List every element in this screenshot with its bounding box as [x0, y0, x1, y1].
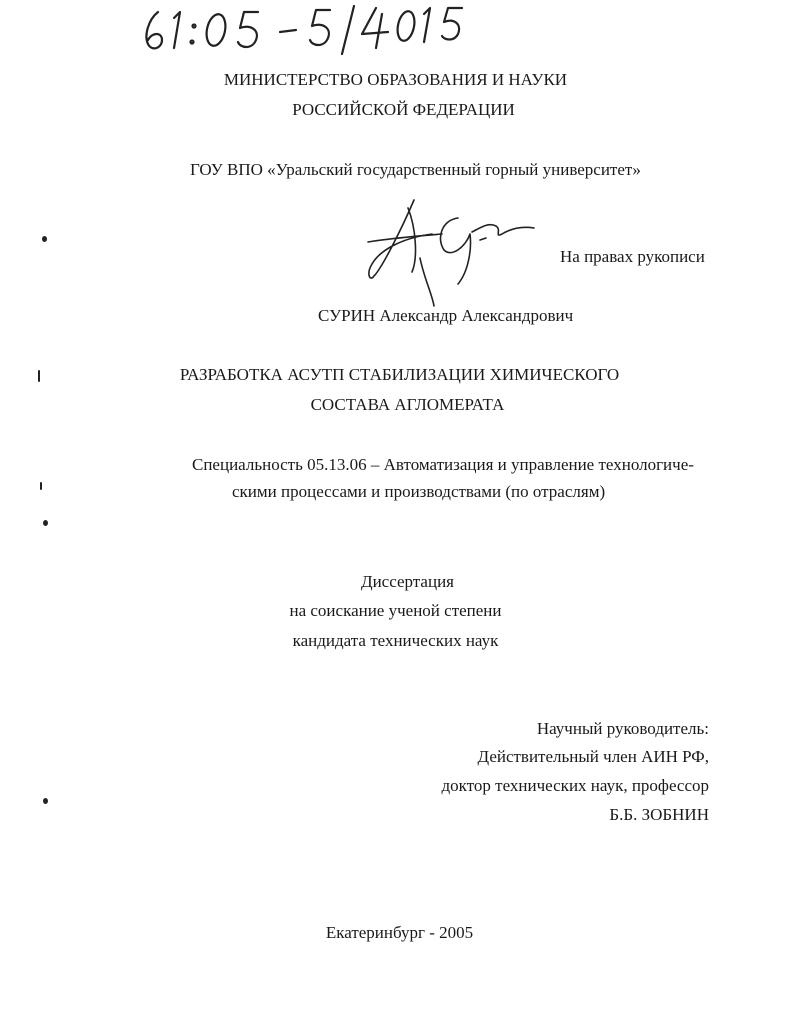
scan-speck	[38, 370, 40, 382]
degree-line-1: на соискание ученой степени	[289, 601, 502, 620]
dissertation-label: Диссертация	[360, 572, 454, 591]
degree-line-2: кандидата технических наук	[292, 631, 499, 650]
ministry-line-1: МИНИСТЕРСТВО ОБРАЗОВАНИЯ И НАУКИ	[223, 70, 568, 89]
advisor-name: Б.Б. ЗОБНИН	[609, 805, 709, 824]
title-line-1: РАЗРАБОТКА АСУТП СТАБИЛИЗАЦИИ ХИМИЧЕСКОГО	[179, 365, 620, 384]
advisor-title-2: доктор технических наук, профессор	[441, 776, 709, 795]
handwritten-archive-code	[140, 0, 480, 60]
scan-speck	[43, 520, 48, 526]
scan-speck	[42, 236, 47, 242]
author-name: СУРИН Александр Александрович	[318, 306, 574, 325]
manuscript-rights: На правах рукописи	[560, 247, 705, 266]
institution-name: ГОУ ВПО «Уральский государственный горный университет»	[190, 160, 641, 179]
signature	[362, 198, 542, 308]
advisor-label: Научный руководитель:	[536, 719, 709, 738]
advisor-title-1: Действительный член АИН РФ,	[477, 747, 709, 766]
place-year: Екатеринбург - 2005	[325, 923, 474, 942]
ministry-line-2: РОССИЙСКОЙ ФЕДЕРАЦИИ	[292, 100, 515, 119]
scan-speck	[43, 798, 48, 804]
specialty-line-2: скими процессами и производствами (по отраслям)	[232, 482, 606, 501]
scan-speck	[40, 482, 42, 490]
specialty-line-1: Специальность 05.13.06 – Автоматизация и управление технологиче-	[192, 455, 694, 474]
title-line-2: СОСТАВА АГЛОМЕРАТА	[310, 395, 505, 414]
